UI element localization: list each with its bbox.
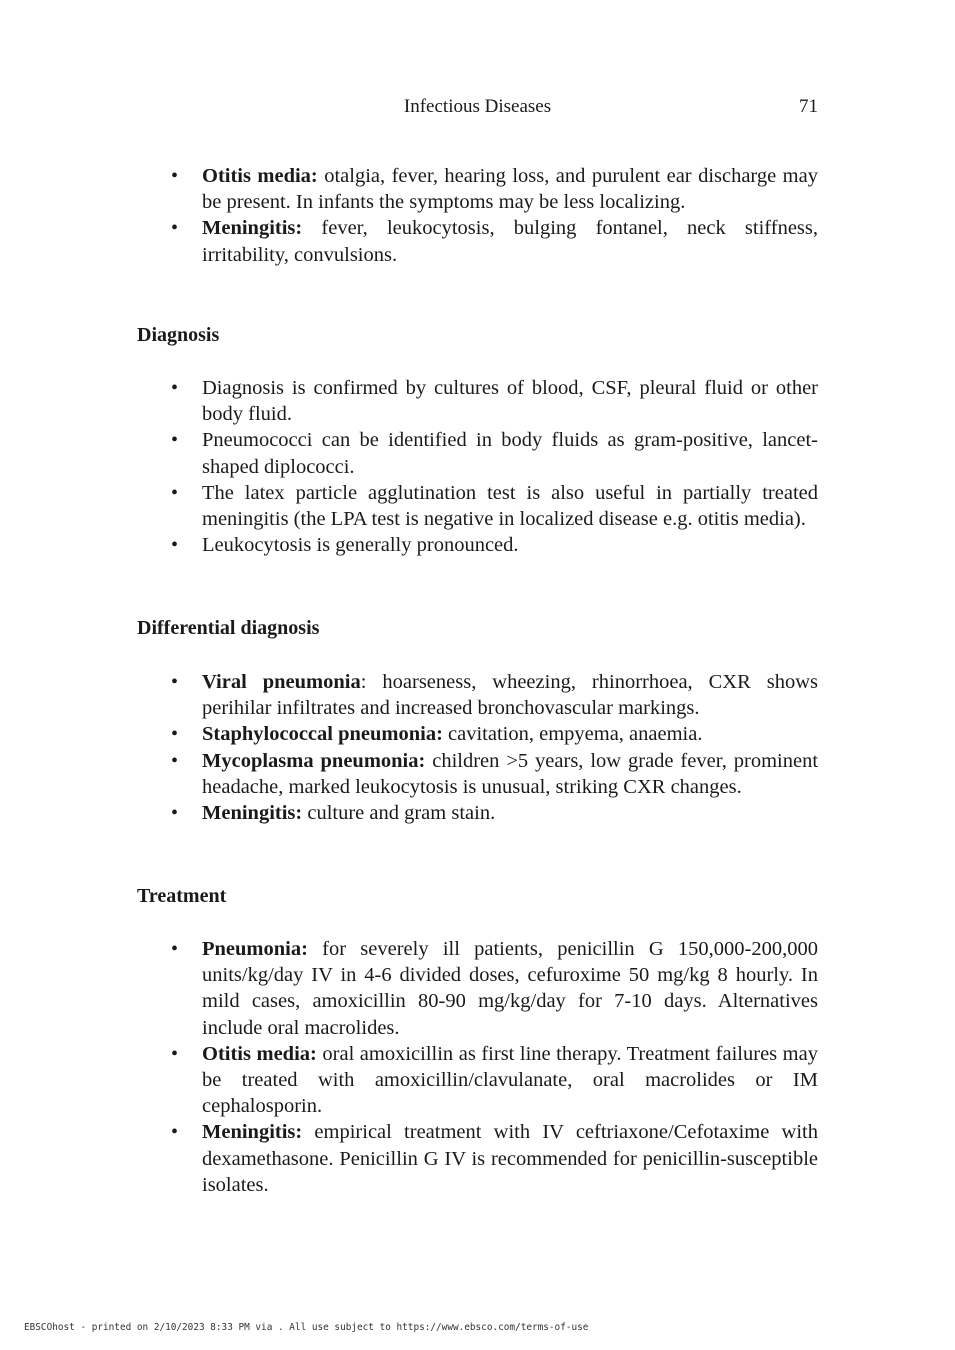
bullet-icon: •	[171, 723, 179, 746]
bullet-icon: •	[171, 1042, 179, 1065]
bullet-icon: •	[171, 429, 179, 452]
item-text: : hoarseness, wheezing, rhinorrhoea, CXR shows perihilar infiltrates and increased bronchovascular markings.	[202, 671, 818, 720]
item-term: Otitis media:	[202, 1042, 317, 1065]
list-item	[137, 532, 818, 558]
list-item	[137, 1041, 818, 1120]
treatment-section	[137, 936, 818, 1198]
differential-heading: Differential diagnosis	[137, 617, 320, 639]
list-item	[137, 748, 818, 800]
item-text: oral amoxicillin as first line therapy. Treatment failures may be treated with amoxicillin/clavulanate, oral macrolides or IM cephalosporin.	[202, 1042, 818, 1118]
list-item	[137, 215, 818, 267]
item-term: Pneumonia:	[202, 938, 308, 960]
diagnosis-list	[137, 375, 818, 558]
item-term: Mycoplasma pneumonia:	[202, 749, 426, 772]
diagnosis-heading: Diagnosis	[137, 324, 220, 346]
item-text: empirical treatment with IV ceftriaxone/Cefotaxime with dexamethasone. Penicillin G IV is recommended for penicillin-susceptible isolates.	[202, 1121, 818, 1196]
item-term: Meningitis:	[202, 802, 303, 825]
list-item	[137, 800, 818, 826]
ebsco-footer: EBSCOhost - printed on 2/10/2023 8:33 PM via . All use subject to https://www.ebsco.com/terms-of-use	[24, 1322, 589, 1333]
bullet-icon: •	[171, 534, 179, 557]
list-item	[137, 669, 818, 721]
list-item	[137, 375, 818, 427]
list-item	[137, 1119, 818, 1198]
bullet-icon: •	[171, 802, 179, 825]
item-term: Staphylococcal pneumonia:	[202, 723, 443, 746]
bullet-icon: •	[171, 749, 179, 772]
differential-list	[137, 669, 818, 826]
diagnosis-section	[137, 375, 818, 558]
list-item	[137, 721, 818, 747]
item-term: Meningitis:	[202, 217, 303, 240]
bullet-icon: •	[171, 165, 179, 187]
item-text: cavitation, empyema, anaemia.	[442, 723, 703, 746]
list-item	[137, 936, 818, 1041]
treatment-list	[137, 936, 818, 1198]
bullet-icon: •	[171, 217, 179, 240]
bullet-icon: •	[171, 481, 179, 504]
running-title: Infectious Diseases	[403, 96, 552, 117]
list-item	[137, 163, 818, 215]
item-term: Viral pneumonia	[202, 671, 361, 693]
list-item	[137, 427, 818, 479]
bullet-icon: •	[171, 938, 179, 960]
bullet-icon: •	[171, 377, 179, 399]
item-term: Otitis media:	[202, 165, 318, 187]
item-text: The latex particle agglutination test is also useful in partially treated meningitis (the LPA test is negative in localized disease e.g. otitis media).	[202, 481, 818, 531]
intro-section	[137, 163, 818, 268]
list-item	[137, 480, 818, 532]
item-text: culture and gram stain.	[302, 802, 496, 825]
item-text: for severely ill patients, penicillin G 150,000-200,000 units/kg/day IV in 4-6 divided doses, cefuroxime 50 mg/kg 8 hourly. In mild cases, amoxicillin 80-90 mg/kg/day for 7-10 days. Alternatives include oral macrolides.	[202, 938, 818, 1039]
bullet-icon: •	[171, 671, 179, 693]
item-text: Leukocytosis is generally pronounced.	[202, 534, 519, 557]
page-number: 71	[799, 96, 818, 117]
item-text: fever, leukocytosis, bulging fontanel, neck stiffness, irritability, convulsions.	[202, 217, 818, 266]
item-text: children >5 years, low grade fever, prominent headache, marked leukocytosis is unusual, striking CXR changes.	[202, 749, 819, 798]
differential-section	[137, 669, 818, 826]
item-text: Diagnosis is confirmed by cultures of blood, CSF, pleural fluid or other body fluid.	[202, 377, 818, 426]
bullet-icon: •	[171, 1121, 179, 1144]
item-text: Pneumococci can be identified in body fluids as gram-positive, lancet-shaped diplococci.	[202, 429, 818, 478]
intro-list	[137, 163, 818, 268]
item-text: otalgia, fever, hearing loss, and purulent ear discharge may be present. In infants the symptoms may be less localizing.	[202, 165, 818, 214]
treatment-heading: Treatment	[137, 885, 227, 907]
item-term: Meningitis:	[202, 1121, 303, 1144]
running-header	[137, 96, 818, 122]
